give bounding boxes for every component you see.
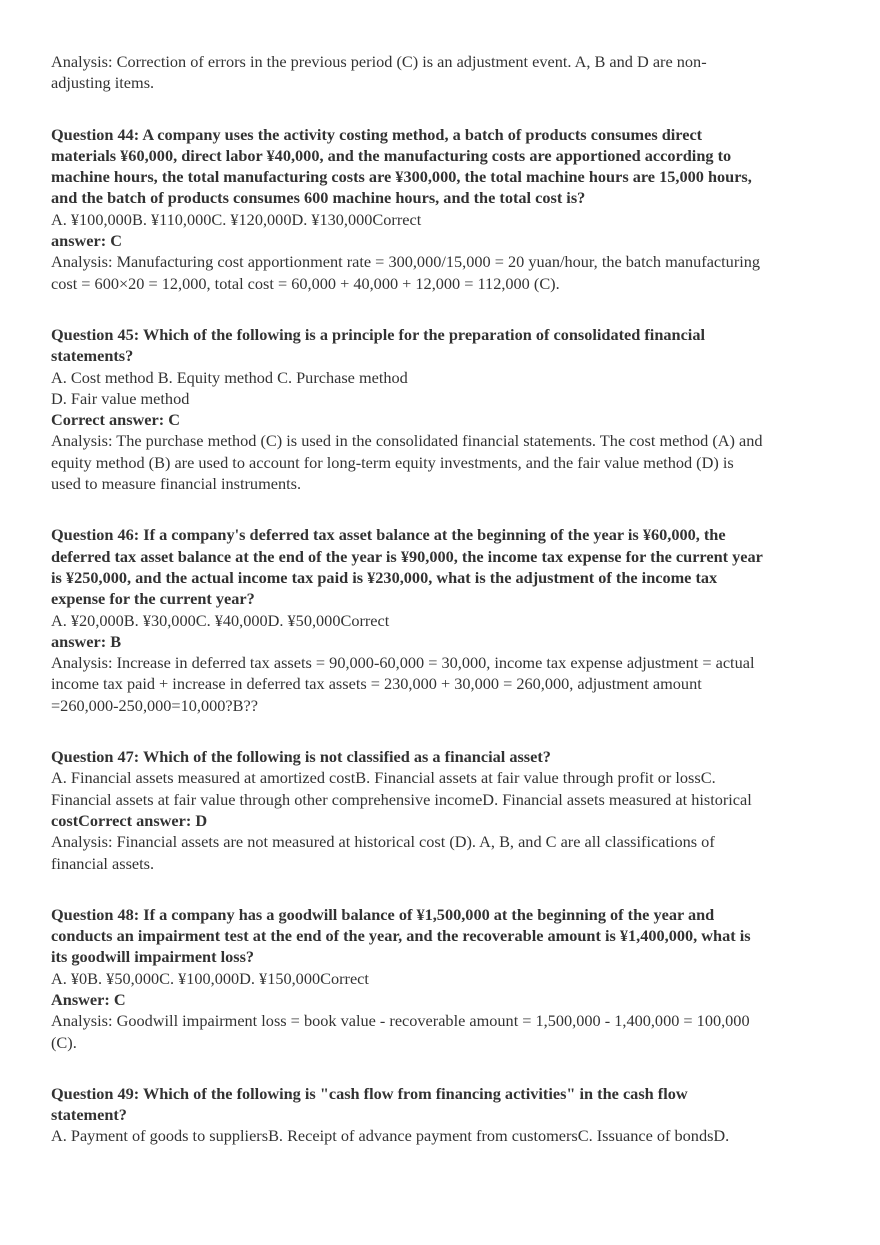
analysis-text: (C). <box>51 1032 77 1052</box>
analysis-text: Analysis: Manufacturing cost apportionment rate = 300,000/15,000 = 20 yuan/hour, the batch manufacturing <box>51 252 761 272</box>
options-text: A. Cost method B. Equity method C. Purchase method <box>51 367 408 387</box>
options-text: D. Fair value method <box>51 388 190 408</box>
question-text: Question 49: Which of the following is "cash flow from financing activities" in the cash flow <box>51 1083 688 1103</box>
analysis-text: equity method (B) are used to account for long-term equity investments, and the fair value method (D) is <box>51 452 734 472</box>
question-text: Question 44: A company uses the activity costing method, a batch of products consumes direct <box>51 124 703 144</box>
analysis-line: adjusting items. <box>51 73 155 93</box>
intro-analysis <box>51 51 841 94</box>
analysis-text: income tax paid + increase in deferred tax assets = 230,000 + 30,000 = 260,000, adjustment amount <box>51 674 702 694</box>
options-text: A. ¥20,000B. ¥30,000C. ¥40,000D. ¥50,000Correct <box>51 610 390 630</box>
options-text: A. ¥100,000B. ¥110,000C. ¥120,000D. ¥130,000Correct <box>51 209 422 229</box>
question-text: machine hours, the total manufacturing costs are ¥300,000, the total machine hours are 15,000 hours, <box>51 167 752 187</box>
options-text: A. Financial assets measured at amortized costB. Financial assets at fair value through profit or lossC. <box>51 768 716 788</box>
question-block <box>51 124 841 294</box>
question-block <box>51 324 841 494</box>
analysis-text: Analysis: Goodwill impairment loss = book value - recoverable amount = 1,500,000 - 1,400,000 = 100,000 <box>51 1011 750 1031</box>
question-text: statement? <box>51 1105 127 1125</box>
analysis-text: used to measure financial instruments. <box>51 474 302 494</box>
options-text: A. ¥0B. ¥50,000C. ¥100,000D. ¥150,000Correct <box>51 968 369 988</box>
analysis-text: financial assets. <box>51 853 155 873</box>
question-text: Question 47: Which of the following is not classified as a financial asset? <box>51 747 551 767</box>
question-text: statements? <box>51 346 134 366</box>
analysis-text: Analysis: Increase in deferred tax assets = 90,000-60,000 = 30,000, income tax expense adjustment = actual <box>51 653 755 673</box>
document-page <box>51 51 841 1147</box>
analysis-text: =260,000-250,000=10,000?B?? <box>51 695 258 715</box>
question-text: Question 46: If a company's deferred tax asset balance at the beginning of the year is ¥60,000, the <box>51 525 726 545</box>
answer-text: answer: C <box>51 231 122 251</box>
analysis-text: Analysis: Financial assets are not measured at historical cost (D). A, B, and C are all classifications of <box>51 832 715 852</box>
options-text: A. Payment of goods to suppliersB. Receipt of advance payment from customersC. Issuance of bondsD. <box>51 1126 730 1146</box>
question-text: its goodwill impairment loss? <box>51 947 255 967</box>
question-block <box>51 746 841 874</box>
question-block <box>51 1083 841 1147</box>
question-block <box>51 904 841 1053</box>
question-text: conducts an impairment test at the end of the year, and the recoverable amount is ¥1,400,000, what is <box>51 926 751 946</box>
analysis-text: cost = 600×20 = 12,000, total cost = 60,000 + 40,000 + 12,000 = 112,000 (C). <box>51 273 560 293</box>
analysis-text: Analysis: The purchase method (C) is used in the consolidated financial statements. The cost method (A) and <box>51 431 763 451</box>
answer-text: answer: B <box>51 631 122 651</box>
question-text: deferred tax asset balance at the end of the year is ¥90,000, the income tax expense for the current year <box>51 546 763 566</box>
question-text: Question 45: Which of the following is a principle for the preparation of consolidated financial <box>51 324 705 344</box>
question-text: materials ¥60,000, direct labor ¥40,000, and the manufacturing costs are apportioned according to <box>51 145 732 165</box>
question-block <box>51 524 841 716</box>
answer-text: Answer: C <box>51 989 126 1009</box>
question-text: is ¥250,000, and the actual income tax paid is ¥230,000, what is the adjustment of the income tax <box>51 567 718 587</box>
answer-text: Correct answer: C <box>51 410 180 430</box>
question-text: Question 48: If a company has a goodwill balance of ¥1,500,000 at the beginning of the year and <box>51 904 715 924</box>
answer-text: costCorrect answer: D <box>51 810 208 830</box>
question-text: and the batch of products consumes 600 machine hours, and the total cost is? <box>51 188 586 208</box>
analysis-line: Analysis: Correction of errors in the previous period (C) is an adjustment event. A, B and D are non- <box>51 52 707 71</box>
options-text: Financial assets at fair value through other comprehensive incomeD. Financial assets measured at historical <box>51 789 752 809</box>
question-text: expense for the current year? <box>51 589 255 609</box>
